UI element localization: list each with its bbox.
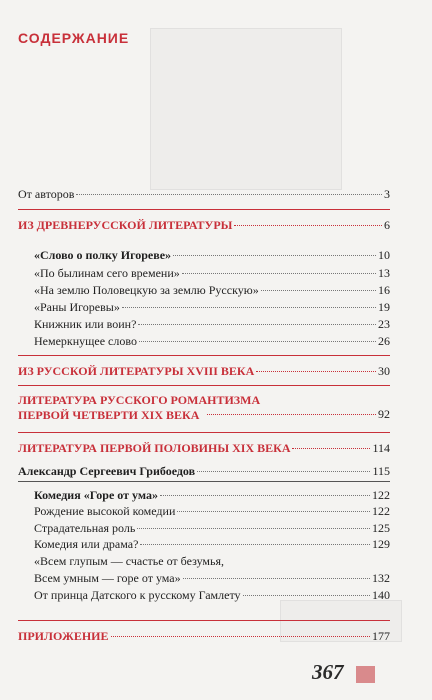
toc-entry-title: «На землю Половецкую за землю Русскую» (34, 283, 259, 297)
dot-leader-row (205, 407, 390, 421)
dot-leader (207, 414, 376, 415)
toc-entry-title: От авторов (18, 187, 75, 201)
toc-section-title: ПРИЛОЖЕНИЕ (18, 629, 109, 643)
dot-leader (243, 595, 370, 596)
dot-leader (137, 528, 370, 529)
toc-entry (34, 266, 390, 280)
dot-leader (160, 495, 370, 496)
toc-section (18, 218, 390, 232)
toc-entry-page: 129 (372, 537, 390, 551)
toc-entry-page: 114 (372, 441, 390, 455)
page-number-marker (356, 666, 375, 683)
toc-entry (34, 317, 390, 331)
toc-section-line: ПЕРВОЙ ЧЕТВЕРТИ XIX ВЕКА (18, 408, 200, 422)
toc-entry-title: Комедия или драма? (34, 537, 139, 551)
toc-entry (34, 248, 390, 262)
dot-leader (197, 471, 370, 472)
toc-entry-title: Рождение высокой комедии (34, 504, 176, 518)
dot-leader (234, 225, 382, 226)
toc-entry-page: 6 (384, 218, 390, 232)
toc-entry-line: «Всем глупым — счастье от безумья, (34, 554, 225, 568)
section-rule (18, 209, 390, 210)
toc-entry-title: «Раны Игоревы» (34, 300, 120, 314)
dot-leader (261, 290, 376, 291)
dot-leader (173, 255, 376, 256)
section-rule (18, 355, 390, 356)
show-through-ghost (150, 28, 342, 190)
dot-leader (140, 544, 370, 545)
dot-leader (177, 511, 370, 512)
toc-entry-title: Александр Сергеевич Грибоедов (18, 464, 196, 478)
toc-section-title: ЛИТЕРАТУРА ПЕРВОЙ ПОЛОВИНЫ XIX ВЕКА (18, 441, 291, 455)
toc-entry-line: Всем умным — горе от ума» (34, 571, 181, 585)
dot-leader (76, 194, 382, 195)
toc-entry (18, 187, 390, 201)
toc-entry-page: 122 (372, 504, 390, 518)
toc-entry-page: 13 (378, 266, 390, 280)
toc-entry-page: 23 (378, 317, 390, 331)
toc-entry (34, 571, 390, 585)
toc-entry-page: 26 (378, 334, 390, 348)
toc-entry-page: 132 (372, 571, 390, 585)
page-number: 367 (312, 660, 344, 684)
dot-leader (122, 307, 376, 308)
section-rule (18, 620, 390, 621)
toc-entry (34, 334, 390, 348)
toc-entry-page: 10 (378, 248, 390, 262)
section-rule (18, 385, 390, 386)
toc-entry-page: 125 (372, 521, 390, 535)
dot-leader (183, 578, 370, 579)
dot-leader (292, 448, 370, 449)
toc-section (18, 629, 390, 643)
toc-entry (34, 488, 390, 502)
section-rule (18, 432, 390, 433)
toc-entry-title: Немеркнущее слово (34, 334, 137, 348)
toc-entry-title: От принца Датского к русскому Гамлету (34, 588, 241, 602)
toc-section (18, 441, 390, 455)
toc-entry-page: 92 (378, 407, 390, 421)
toc-section-line: ЛИТЕРАТУРА РУССКОГО РОМАНТИЗМА (18, 393, 261, 407)
toc-section-title: ИЗ ДРЕВНЕРУССКОЙ ЛИТЕРАТУРЫ (18, 218, 233, 232)
dot-leader (182, 273, 376, 274)
toc-entry-page: 19 (378, 300, 390, 314)
toc-entry-title (34, 554, 224, 568)
dot-leader (138, 324, 376, 325)
toc-author (18, 464, 390, 478)
toc-entry-page: 122 (372, 488, 390, 502)
toc-entry-title: «По былинам сего времени» (34, 266, 180, 280)
toc-entry-page: 3 (384, 187, 390, 201)
author-rule (18, 481, 390, 482)
toc-entry (34, 521, 390, 535)
toc-entry (34, 504, 390, 518)
toc-entry-page: 177 (372, 629, 390, 643)
toc-entry (34, 537, 390, 551)
toc-entry (34, 300, 390, 314)
toc-entry-page: 16 (378, 283, 390, 297)
dot-leader (111, 636, 370, 637)
toc-entry-title: «Слово о полку Игореве» (34, 248, 172, 262)
toc-entry-title: Страдательная роль (34, 521, 136, 535)
dot-leader (139, 341, 376, 342)
toc-entry-page: 30 (378, 364, 390, 378)
dot-leader (256, 371, 376, 372)
toc-entry-page: 115 (372, 464, 390, 478)
toc-section (18, 364, 390, 378)
toc-entry-title: Комедия «Горе от ума» (34, 488, 158, 502)
page-heading: СОДЕРЖАНИЕ (18, 30, 130, 46)
toc-entry-page: 140 (372, 588, 390, 602)
toc-section-title: ИЗ РУССКОЙ ЛИТЕРАТУРЫ XVIII ВЕКА (18, 364, 255, 378)
toc-entry (34, 283, 390, 297)
toc-entry-title: Книжник или воин? (34, 317, 137, 331)
